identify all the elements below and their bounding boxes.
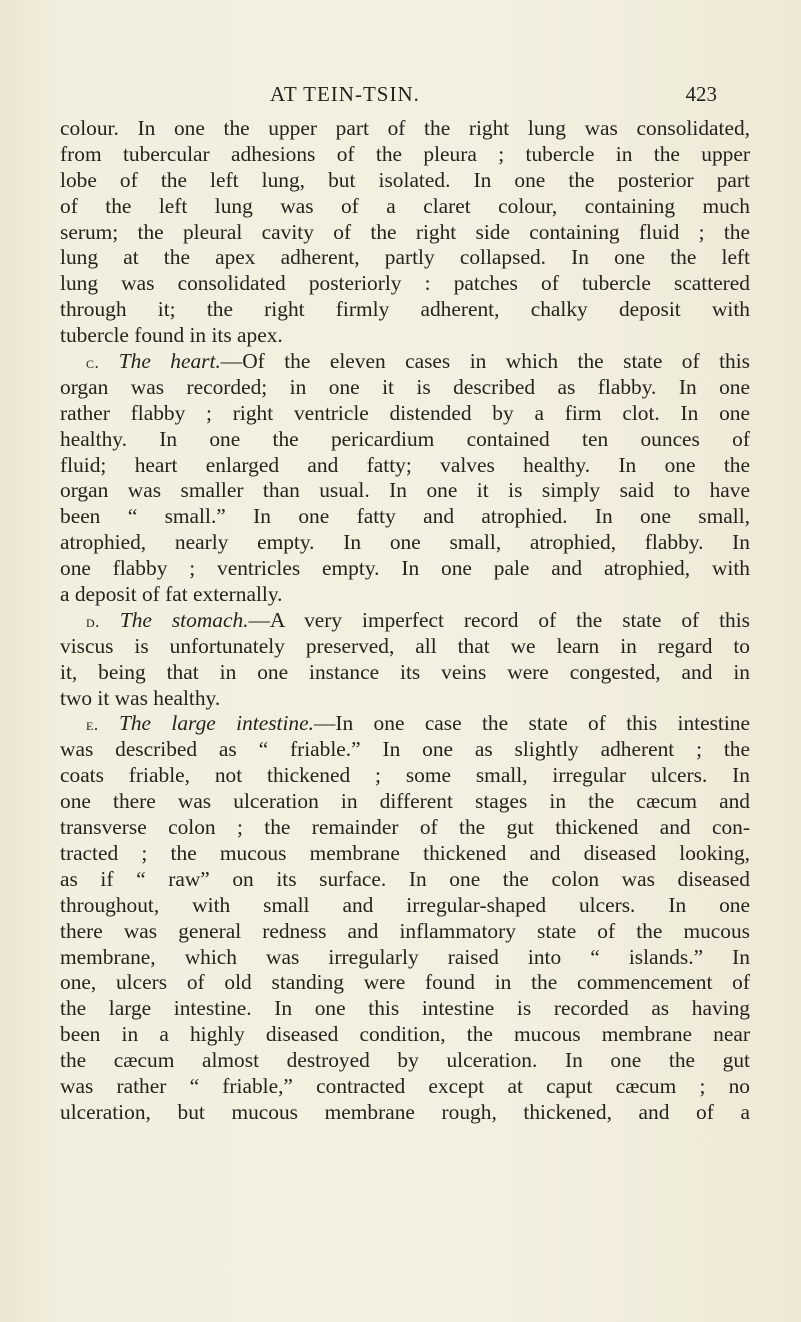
text-line: ulceration, but mucous membrane rough, thickened, and of a	[60, 1099, 750, 1124]
text-line: organ was smaller than usual. In one it is simply said to have	[60, 478, 750, 503]
text-line: was described as “ friable.” In one as slightly adherent ; the	[60, 737, 750, 762]
text-line: it, being that in one instance its veins were congested, and in	[60, 659, 750, 684]
text-line: atrophied, nearly empty. In one small, atrophied, flabby. In	[60, 530, 750, 555]
text-line: one there was ulceration in different stages in the cæcum and	[60, 789, 750, 814]
text-line: two it was healthy.	[60, 685, 221, 710]
text-line: through it; the right firmly adherent, chalky deposit with	[60, 297, 750, 322]
text-line: been “ small.” In one fatty and atrophied. In one small,	[60, 504, 750, 529]
text-line: tubercle found in its apex.	[60, 323, 283, 348]
text-line: one flabby ; ventricles empty. In one pale and atrophied, with	[60, 556, 750, 581]
text-line: been in a highly diseased condition, the mucous membrane near	[60, 1022, 750, 1047]
text-line: organ was recorded; in one it is described as flabby. In one	[60, 374, 750, 399]
text-line: lung at the apex adherent, partly collapsed. In one the left	[60, 245, 750, 270]
section-c-heading-line	[60, 349, 750, 375]
body-text	[60, 116, 750, 1126]
text-line: the large intestine. In one this intestine is recorded as having	[60, 996, 750, 1021]
text-line: fluid; heart enlarged and fatty; valves healthy. In one the	[60, 452, 750, 477]
section-e-text: —In one case the state of this intestine	[313, 711, 750, 736]
text-line: colour. In one the upper part of the right lung was consolidated,	[60, 116, 750, 140]
text-line: throughout, with small and irregular-shaped ulcers. In one	[60, 892, 750, 917]
text-line: one, ulcers of old standing were found in the commencement of	[60, 970, 750, 995]
section-d-text: —A very imperfect record of the state of this	[248, 607, 750, 632]
section-c-marker: c.	[86, 353, 100, 373]
section-d-marker: d.	[86, 611, 100, 631]
text-line: as if “ raw” on its surface. In one the colon was diseased	[60, 866, 750, 891]
text-line: viscus is unfortunately preserved, all that we learn in regard to	[60, 633, 750, 658]
running-title: AT TEIN-TSIN.	[270, 82, 420, 106]
section-e-heading-line	[60, 711, 750, 737]
text-line: a deposit of fat externally.	[60, 582, 283, 607]
text-line: healthy. In one the pericardium contained ten ounces of	[60, 426, 750, 451]
text-line: of the left lung was of a claret colour, containing much	[60, 193, 750, 218]
text-line: lobe of the left lung, but isolated. In one the posterior part	[60, 167, 750, 192]
text-line: from tubercular adhesions of the pleura ; tubercle in the upper	[60, 141, 750, 166]
section-d-heading: The stomach.	[119, 607, 249, 632]
section-e-heading: The large intestine.	[118, 711, 314, 736]
text-line: membrane, which was irregularly raised into “ islands.” In	[60, 944, 750, 969]
text-line: the cæcum almost destroyed by ulceration. In one the gut	[60, 1048, 750, 1073]
page-number: 423	[685, 82, 717, 106]
text-line: transverse colon ; the remainder of the gut thickened and con-	[60, 815, 750, 840]
text-line: serum; the pleural cavity of the right side containing fluid ; the	[60, 219, 750, 244]
text-line: there was general redness and inflammatory state of the mucous	[60, 918, 750, 943]
section-e-marker: e.	[86, 715, 99, 735]
text-line: rather flabby ; right ventricle distended by a firm clot. In one	[60, 400, 750, 425]
text-line: tracted ; the mucous membrane thickened and diseased looking,	[60, 840, 750, 865]
text-line: was rather “ friable,” contracted except at caput cæcum ; no	[60, 1073, 750, 1098]
text-line: lung was consolidated posteriorly : patches of tubercle scattered	[60, 271, 750, 296]
section-c-heading: The heart.	[118, 349, 221, 374]
text-line: coats friable, not thickened ; some small, irregular ulcers. In	[60, 763, 750, 788]
section-c-text: —Of the eleven cases in which the state of this	[220, 349, 750, 374]
section-d-heading-line	[60, 608, 750, 634]
